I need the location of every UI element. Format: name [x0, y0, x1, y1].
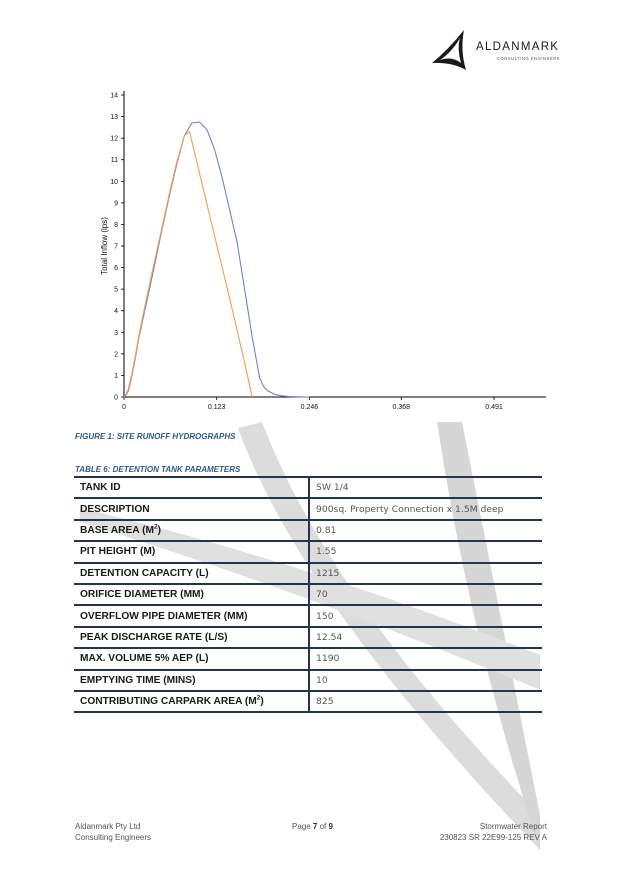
row-label	[74, 477, 309, 498]
row-value: 1.55	[309, 541, 542, 562]
row-label	[74, 627, 309, 648]
row-label-text: ORIFICE DIAMETER (MM)	[80, 589, 204, 601]
table-row	[74, 498, 542, 519]
row-label-text: OVERFLOW PIPE DIAMETER (MM)	[80, 610, 248, 622]
x-tick-label: 0.123	[207, 404, 226, 411]
page-prefix: Page	[292, 822, 313, 831]
detention-tank-table	[74, 476, 542, 713]
row-value: 150	[309, 605, 542, 626]
y-tick-label: 2	[114, 351, 118, 359]
y-tick-label: 3	[114, 329, 118, 337]
row-label-text: TANK ID	[80, 482, 121, 494]
y-axis-label: Total Inflow (lps)	[100, 217, 109, 275]
table-row	[74, 541, 542, 562]
y-tick-label: 4	[114, 308, 118, 316]
y-tick-label: 10	[110, 178, 118, 186]
x-tick-label: 0.368	[392, 404, 411, 411]
x-tick-label: 0.491	[485, 404, 503, 411]
y-tick-label: 14	[110, 92, 118, 100]
row-label-text: DESCRIPTION	[80, 503, 150, 515]
row-label-superscript: 2	[153, 523, 158, 531]
row-label-superscript: 2	[256, 694, 261, 702]
brand-logo	[430, 28, 560, 74]
y-tick-label: 13	[110, 114, 118, 122]
row-value: SW 1/4	[309, 477, 542, 498]
table-row	[74, 648, 542, 669]
row-label	[74, 498, 309, 519]
footer-page-number	[292, 822, 333, 833]
x-tick-label: 0.246	[300, 404, 319, 411]
row-label	[74, 670, 309, 691]
table-row	[74, 584, 542, 605]
x-tick-label: 0	[122, 404, 126, 411]
series-line-2	[124, 132, 252, 397]
row-label	[74, 563, 309, 584]
row-label-end: )	[157, 524, 161, 536]
row-value: 10	[309, 670, 542, 691]
row-label-text: DETENTION CAPACITY (L)	[80, 567, 209, 579]
table-row	[74, 477, 542, 498]
brand-tagline: CONSULTING ENGINEERS	[497, 56, 560, 61]
y-tick-label: 0	[114, 394, 118, 402]
footer-report-ref: 230823 SR 22E99-125 REV A	[439, 832, 547, 842]
table-row	[74, 605, 542, 626]
footer-report-title: Stormwater Report	[479, 822, 547, 831]
y-tick-label: 9	[114, 200, 118, 208]
table-caption: TABLE 6: DETENTION TANK PARAMETERS	[75, 465, 241, 474]
table-row	[74, 627, 542, 648]
row-label-text: PIT HEIGHT (M)	[80, 546, 156, 558]
row-value: 825	[309, 691, 542, 712]
row-label-text: MAX. VOLUME 5% AEP (L)	[80, 653, 209, 665]
row-value: 70	[309, 584, 542, 605]
table-row	[74, 563, 542, 584]
row-label-text: PEAK DISCHARGE RATE (L/S)	[80, 631, 228, 643]
table-row	[74, 691, 542, 712]
y-tick-label: 5	[114, 286, 118, 294]
row-label-text: EMPTYING TIME (MINS)	[80, 674, 196, 686]
row-value: 1190	[309, 648, 542, 669]
row-label-text: CONTRIBUTING CARPARK AREA (M	[80, 696, 257, 708]
page-current: 7	[312, 822, 318, 831]
row-value: 1215	[309, 563, 542, 584]
y-tick-label: 11	[110, 157, 118, 165]
y-tick-label: 12	[110, 135, 118, 143]
row-label-text: BASE AREA (M	[80, 524, 154, 536]
logo-mark-icon	[430, 28, 472, 72]
row-value: 0.81	[309, 520, 542, 541]
footer-company-name: Aldanmark Pty Ltd	[75, 822, 141, 831]
row-label	[74, 605, 309, 626]
page-of: of	[317, 822, 329, 831]
row-label	[74, 541, 309, 562]
table-row	[74, 520, 542, 541]
hydrograph-chart	[96, 85, 556, 415]
row-label-end: )	[260, 696, 264, 708]
y-tick-label: 6	[114, 265, 118, 273]
row-label	[74, 584, 309, 605]
row-label	[74, 648, 309, 669]
row-label	[74, 691, 309, 712]
figure-caption: FIGURE 1: SITE RUNOFF HYDROGRAPHS	[75, 432, 236, 441]
row-value: 900sq. Property Connection x 1.5M deep	[309, 498, 542, 519]
y-tick-label: 8	[114, 221, 118, 229]
table-row	[74, 670, 542, 691]
row-label	[74, 520, 309, 541]
row-value: 12.54	[309, 627, 542, 648]
footer-report	[440, 822, 547, 843]
series-line-1	[124, 122, 309, 397]
brand-name: ALDANMARK	[476, 41, 560, 53]
y-tick-label: 1	[114, 372, 118, 380]
page-total: 9	[328, 822, 333, 831]
footer-company	[75, 822, 151, 843]
y-tick-label: 7	[114, 243, 118, 251]
footer-company-sub: Consulting Engineers	[75, 832, 152, 842]
